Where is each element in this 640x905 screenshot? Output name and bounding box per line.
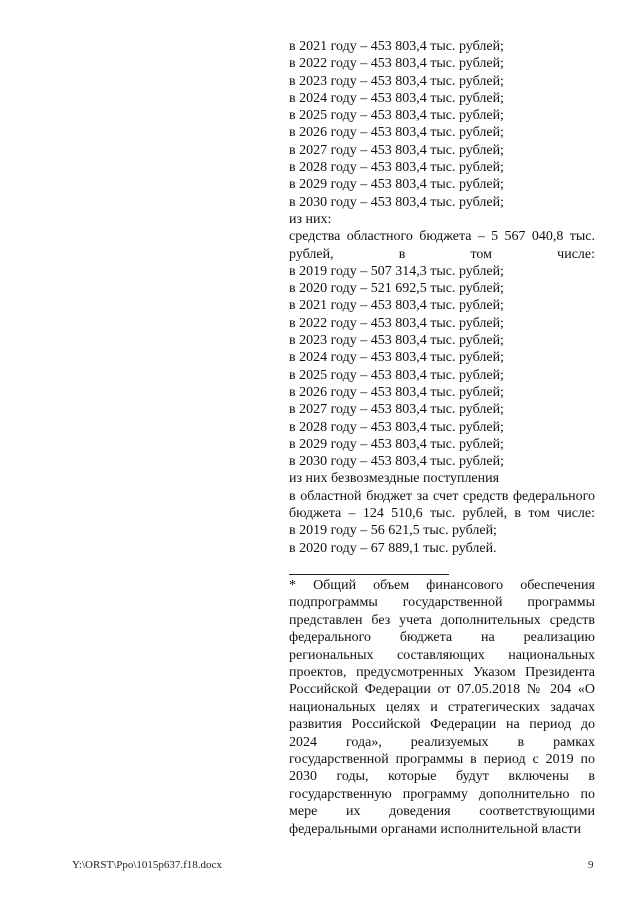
text-line: в 2029 году – 453 803,4 тыс. рублей; <box>289 436 504 452</box>
text-line: в 2030 году – 453 803,4 тыс. рублей; <box>289 194 504 210</box>
text-line: в 2020 году – 67 889,1 тыс. рублей. <box>289 540 497 556</box>
regional-budget-intro: средства областного бюджета – 5 567 040,8 тыс. рублей, в том числе: <box>289 229 595 262</box>
text-line: в 2024 году – 453 803,4 тыс. рублей; <box>289 90 504 106</box>
grants-intro: из них безвозмездные поступления <box>289 471 500 487</box>
text-line: в 2028 году – 453 803,4 тыс. рублей; <box>289 419 504 435</box>
text-line: в 2029 году – 453 803,4 тыс. рублей; <box>289 177 504 193</box>
text-line: из них: <box>289 211 332 227</box>
text-line: в 2022 году – 453 803,4 тыс. рублей; <box>289 56 504 72</box>
text-line: в 2024 году – 453 803,4 тыс. рублей; <box>289 350 504 366</box>
text-line: в 2025 году – 453 803,4 тыс. рублей; <box>289 367 504 383</box>
text-line: в 2019 году – 507 314,3 тыс. рублей; <box>289 263 504 279</box>
text-line: в 2030 году – 453 803,4 тыс. рублей; <box>289 454 504 470</box>
text-line: в 2027 году – 453 803,4 тыс. рублей; <box>289 142 504 158</box>
text-line: в 2026 году – 453 803,4 тыс. рублей; <box>289 384 504 400</box>
page-number: 9 <box>588 859 594 871</box>
text-line: в 2020 году – 521 692,5 тыс. рублей; <box>289 281 504 297</box>
file-path: Y:\ORST\Ppo\1015p637.f18.docx <box>72 859 222 871</box>
text-line: в 2021 году – 453 803,4 тыс. рублей; <box>289 298 504 314</box>
text-line: в 2021 году – 453 803,4 тыс. рублей; <box>289 39 504 54</box>
grants-text: в областной бюджет за счет средств федерального бюджета – 124 510,6 тыс. рублей, в том числе: <box>289 488 595 522</box>
footnote: * Общий объем финансового обеспечения подпрограммы государственной программы представлен без учета дополнительных средств федерального бюджета на реализацию региональных составляющих национальных проектов, предусмотренных Указом Президента Российской Федерации от 07.05.2018 № 204 «О национальных целях и стратегических задачах развития Российской Федерации на период до 2024 года», реализуемых в рамках государственной программы в период с 2019 по 2030 годы, которые будут включены в государственную программу дополнительно по мере их доведения соответствующими федеральными органами исполнительной власти <box>289 578 595 837</box>
text-line: в 2026 году – 453 803,4 тыс. рублей; <box>289 125 504 141</box>
text-line: в 2025 году – 453 803,4 тыс. рублей; <box>289 108 504 124</box>
text-line: в 2027 году – 453 803,4 тыс. рублей; <box>289 402 504 418</box>
text-line: в 2023 году – 453 803,4 тыс. рублей; <box>289 333 504 349</box>
text-line: в 2023 году – 453 803,4 тыс. рублей; <box>289 73 504 89</box>
text-line: в 2022 году – 453 803,4 тыс. рублей; <box>289 315 504 331</box>
text-line: в 2019 году – 56 621,5 тыс. рублей; <box>289 523 497 539</box>
text-line: в 2028 году – 453 803,4 тыс. рублей; <box>289 160 504 176</box>
footnote-separator <box>289 574 449 575</box>
funding-column <box>289 38 595 557</box>
